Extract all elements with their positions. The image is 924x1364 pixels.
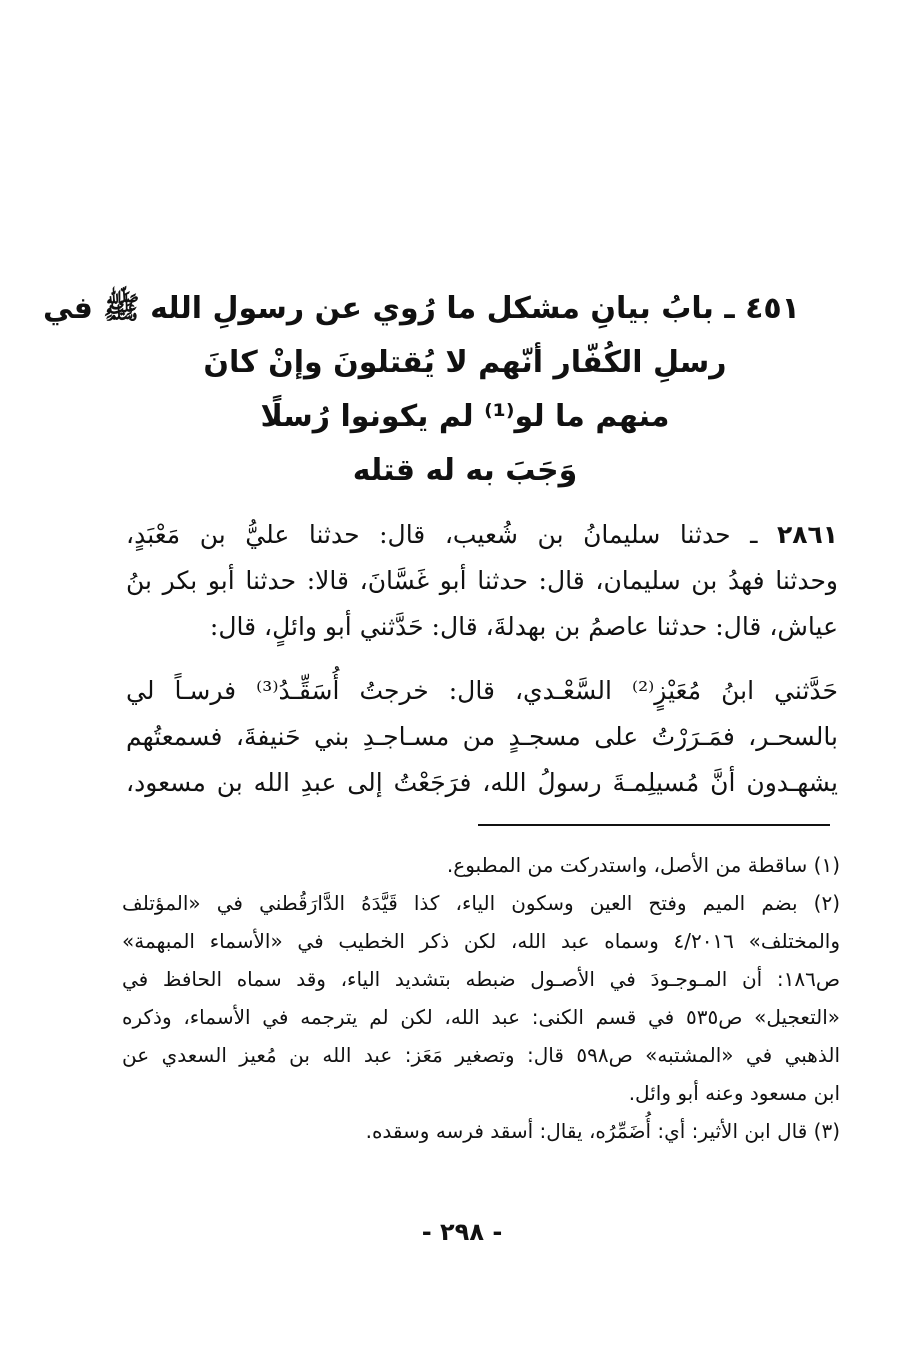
body-line — [126, 512, 838, 558]
body-line: بالسحـر، فمَـرَرْتُ على مسجـدٍ من مسـاجـدِ بني حَنيفةَ، فسمعتُهم — [126, 722, 838, 751]
footnote-line: (١) ساقطة من الأصل، واستدركت من المطبوع. — [446, 853, 840, 877]
footnote-line: ابن مسعود وعنه أبو وائل. — [628, 1081, 840, 1105]
heading-line: منهم ما لو⁽¹⁾ لم يكونوا رُسلًا — [260, 399, 670, 434]
body-line: عياش، قال: حدثنا عاصمُ بن بهدلةَ، قال: حَدَّثني أبو وائلٍ، قال: — [209, 612, 838, 641]
heading-line: ٤٥١ ـ بابُ بيانِ مشكل ما رُوي عن رسولِ الله ﷺ في — [42, 291, 800, 326]
footnote-line: ص١٨٦: أن المـوجـودَ في الأصـول ضبطه بتشديد الياء، وقد سماه الحافظ في — [122, 967, 840, 991]
footnote-line: والمختلف» ٤/٢٠١٦ وسماه عبد الله، لكن ذكر الخطيب في «الأسماء المبهمة» — [122, 929, 840, 953]
body-line: وحدثنا فهدُ بن سليمان، قال: حدثنا أبو غَسَّانَ، قالا: حدثنا أبو بكر بنُ — [126, 566, 838, 595]
heading-line: وَجَبَ به له قتله — [352, 453, 578, 488]
footnote-line: الذهبي في «المشتبه» ص٥٩٨ قال: وتصغير مَعَز: عبد الله بن مُعيز السعدي عن — [122, 1043, 840, 1067]
body-line-text: ـ حدثنا سليمانُ بن شُعيب، قال: حدثنا عليُّ بن مَعْبَدٍ، — [126, 520, 758, 549]
footnotes — [122, 846, 840, 1150]
hadith-paragraph-2 — [126, 668, 838, 806]
hadith-number: ٢٨٦١ — [776, 520, 839, 549]
hadith-paragraph-1 — [126, 512, 838, 650]
heading-line: رسلِ الكُفّار أنّهم لا يُقتلونَ وإنْ كانَ — [203, 345, 727, 380]
footnote-divider — [478, 824, 830, 826]
page-number: - ٢٩٨ - — [421, 1218, 503, 1246]
footnote-line: «التعجيل» ص٥٣٥ في قسم الكنى: عبد الله، لكن لم يترجمه في الأسماء، وذكره — [122, 1005, 840, 1029]
body-line: يشهـدون أنَّ مُسيلِمـةَ رسولُ الله، فرَجَعْتُ إلى عبدِ الله بن مسعود، — [126, 768, 838, 797]
footnote-line: (٣) قال ابن الأثير: أي: أُضَمِّرُه، يقال: أسقد فرسه وسقده. — [365, 1119, 840, 1143]
footnote-line: (٢) بضم الميم وفتح العين وسكون الياء، كذا قَيَّدَهُ الدَّارَقُطني في «المؤتلف — [122, 891, 840, 915]
body-line: حَدَّثني ابنُ مُعَيْزٍ⁽²⁾ السَّعْـدي، قال: خرجتُ أُسَقِّـدُ⁽³⁾ فرسـاً لي — [126, 676, 838, 705]
chapter-heading — [42, 282, 800, 498]
